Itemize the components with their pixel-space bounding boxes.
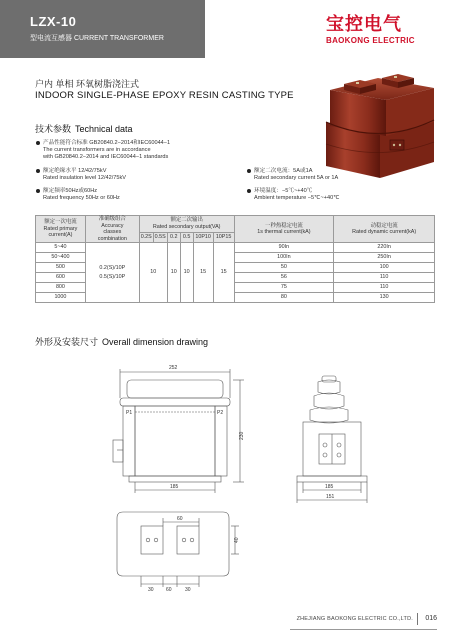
spec-secondary-current-en: Rated secondary current 5A or 1A [254,175,339,181]
cell-thermal: 80 [234,293,334,303]
cell-output-0-2: 10 [167,243,180,303]
sub-0-2: 0.2 [167,232,180,242]
cell-thermal: 56 [234,273,334,283]
cell-output-0-5: 10 [180,243,193,303]
cell-thermal: 75 [234,283,334,293]
col-output [139,216,234,233]
bullet-icon [36,141,40,145]
dim-30-right: 30 [185,587,191,593]
spec-standard-cn: 产品性能符合标准 GB20840.2−2014和IEC60044−1 [43,140,171,146]
sub-0-2s: 0.2S [139,232,153,242]
logo-en: BAOKONG ELECTRIC [326,36,415,45]
dim-185-side: 185 [325,484,334,490]
company-logo [326,10,446,50]
cell-thermal: 50 [234,263,334,273]
cell-primary: 500 [36,263,86,273]
cell-output-0-2s: 10 [139,243,167,303]
cell-output-10p10: 15 [193,243,213,303]
col-accuracy [85,216,139,243]
spec-insulation-en: Rated insulation level 12/42/75kV [43,175,127,181]
col-primary-en1: Rated primary [43,225,78,232]
top-view [117,512,240,593]
spec-frequency-en: Rated frequency 50Hz or 60Hz [43,195,120,201]
dim-252: 252 [169,365,178,371]
cell-output-10p15: 15 [213,243,234,303]
cell-dynamic: 130 [334,293,435,303]
col-accuracy-cn: 准确级组合 [98,216,126,222]
spec-temperature [254,188,340,202]
cell-primary: 600 [36,273,86,283]
cell-dynamic: 110 [334,273,435,283]
footer-company: ZHEJIANG BAOKONG ELECTRIC CO.,LTD. [296,616,413,622]
dim-151: 151 [326,494,335,500]
bullet-icon [247,189,251,193]
col-dynamic-cn: 动稳定电流 [370,222,398,229]
cell-primary: 1000 [36,293,86,303]
cell-accuracy [85,243,139,303]
cell-thermal: 100In [234,253,334,263]
product-title-en: INDOOR SINGLE-PHASE EPOXY RESIN CASTING TYPE [35,90,294,101]
col-output-en: Rated secondary output(VA) [152,223,221,230]
bullet-icon [36,189,40,193]
col-output-cn: 额定二次输出 [170,217,203,224]
front-view [113,365,245,493]
dim-60-bottom: 60 [166,587,172,593]
spec-secondary-current [254,168,338,182]
spec-frequency-cn: 额定频率50Hz或60Hz [43,188,98,194]
spec-frequency [43,188,120,202]
bullet-icon [247,169,251,173]
spec-temperature-en: Ambient temperature −5℃~+40℃ [254,195,340,201]
col-thermal-cn: 一秒热稳定电流 [265,222,303,229]
page-number: 016 [417,613,437,625]
footer-rule [290,629,437,630]
accuracy-1: 0.2(S)/10P [99,264,126,271]
logo-cn: 宝控电气 [326,14,402,35]
sub-0-5: 0.5 [180,232,193,242]
sub-10p10: 10P10 [193,232,213,242]
sub-10p15: 10P15 [213,232,234,242]
tech-heading-en: Technical data [75,124,133,134]
page-footer [0,610,471,632]
spec-table [35,215,435,303]
table-header-row [36,216,435,233]
cell-dynamic: 220In [334,243,435,253]
spec-insulation-cn: 额定绝缘水平 12/42/75kV [43,168,107,174]
header-band [0,0,205,58]
col-primary-cn: 额定一次电流 [44,219,77,226]
dim-60-top: 60 [177,516,183,522]
dimension-drawing [35,350,440,600]
dim-230: 230 [239,431,245,440]
col-primary [36,216,86,243]
sub-0-5s: 0.5S [153,232,167,242]
cell-primary: 50~400 [36,253,86,263]
dim-40: 40 [234,537,240,543]
label-p2: P2 [217,410,224,416]
col-accuracy-en2: classes [103,229,122,235]
product-photo [316,62,448,182]
tech-heading-cn: 技术参数 [35,124,72,134]
col-thermal-en: 1s thermal current(kA) [257,229,311,235]
spec-secondary-current-cn: 额定二次电流：5A或1A [254,168,313,174]
col-accuracy-en1: Accuracy [101,222,124,229]
col-accuracy-en3: combination [97,235,127,242]
drawing-heading-en: Overall dimension drawing [102,337,209,347]
accuracy-2: 0.5(S)/10P [99,274,126,280]
bullet-icon [36,169,40,173]
spec-temperature-cn: 环境温度：−5℃~+40℃ [254,188,313,194]
col-thermal [234,216,334,243]
col-primary-en2: current(A) [48,232,73,239]
cell-primary: 5~40 [36,243,86,253]
model-subtitle: 型电流互感器 CURRENT TRANSFORMER [30,35,164,42]
cell-thermal: 90In [234,243,334,253]
spec-standard-en2: with GB20840.2−2014 and IEC60044−1 standards [43,154,169,160]
model-title: LZX-10 [30,14,77,29]
label-p1: P1 [126,410,133,416]
cell-dynamic: 250In [334,253,435,263]
side-view [297,376,367,503]
col-dynamic [334,216,435,243]
tech-heading [35,122,133,135]
dim-30-left: 30 [148,587,154,593]
spec-standard [43,140,170,161]
dim-185-front: 185 [170,484,179,490]
spec-insulation [43,168,126,182]
drawing-heading [35,335,208,348]
cell-primary: 800 [36,283,86,293]
cell-dynamic: 110 [334,283,435,293]
product-title-cn: 户内 单相 环氧树脂浇注式 [35,79,140,89]
drawing-heading-cn: 外形及安装尺寸 [35,337,99,347]
spec-standard-en1: The current transformers are in accordance [43,147,151,153]
cell-dynamic: 100 [334,263,435,273]
col-dynamic-en: Rated dynamic current(kA) [352,229,417,235]
table-row [36,243,435,253]
page-header [0,0,471,58]
